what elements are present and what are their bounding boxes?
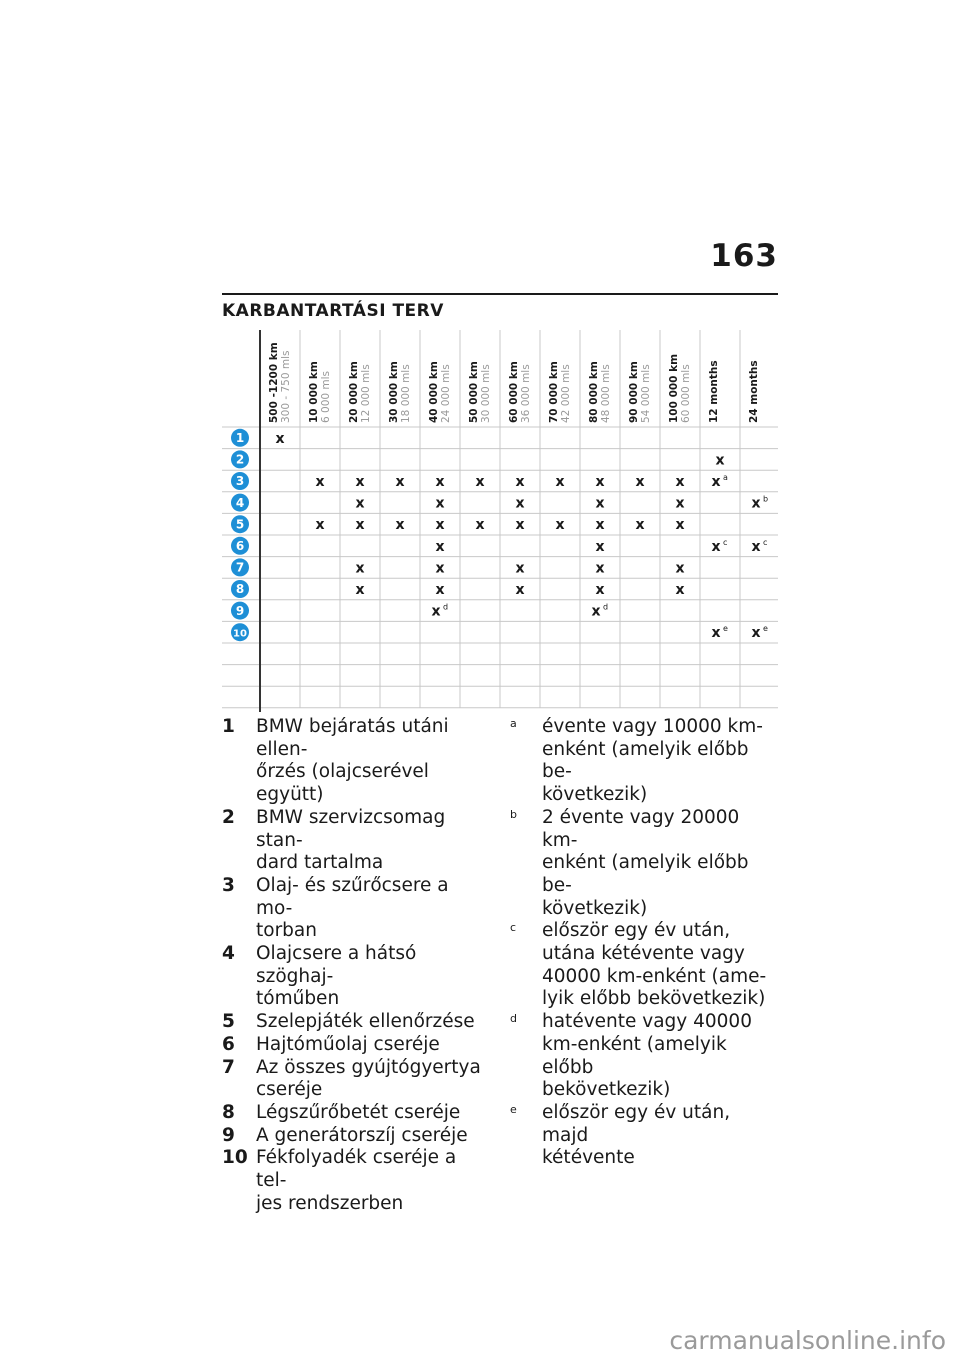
schedule-mark-x: x <box>435 560 445 577</box>
column-header-mls: 24 000 mls <box>440 364 452 423</box>
legend-item <box>222 1102 484 1125</box>
column-header-mls: 48 000 mls <box>600 364 612 423</box>
column-header-km: 12 months <box>708 360 720 423</box>
schedule-mark-x: x <box>595 474 605 490</box>
schedule-mark-x: x <box>315 474 325 490</box>
legend-item <box>222 1125 484 1148</box>
schedule-mark-x: x <box>711 474 721 490</box>
schedule-mark-x: x <box>315 517 325 534</box>
schedule-mark-x: x <box>355 517 365 534</box>
column-header-km: 100 000 km <box>668 353 680 423</box>
schedule-mark-x: x <box>751 538 761 555</box>
schedule-mark-x: x <box>355 560 365 577</box>
column-header-km: 10 000 km <box>308 361 320 423</box>
legend-number: 1 <box>222 716 235 737</box>
legend-number: 8 <box>222 1101 235 1123</box>
footnote-list <box>510 716 772 1170</box>
legend-text: Olajcsere a hátsó szöghaj- tóműben <box>256 943 417 1010</box>
schedule-mark-x: x <box>515 517 525 534</box>
column-header-km: 50 000 km <box>468 361 480 423</box>
row-badge-label: 8 <box>235 582 245 597</box>
schedule-mark-x: x <box>675 495 685 512</box>
page-number: 163 <box>710 238 778 274</box>
footnote-marker: e <box>723 624 728 634</box>
footnote-item <box>510 1011 772 1102</box>
legend-text: BMW szervizcsomag stan- dard tartalma <box>256 806 446 874</box>
section-title: KARBANTARTÁSI TERV <box>222 301 444 321</box>
row-badge-label: 3 <box>235 474 245 489</box>
schedule-mark-x: x <box>711 625 721 642</box>
legend-list <box>222 716 484 1215</box>
column-header-km: 500 -1200 km <box>268 342 280 423</box>
schedule-mark-x: x <box>395 517 405 534</box>
legend-number: 5 <box>222 1011 235 1033</box>
schedule-mark-x: x <box>711 538 721 555</box>
footnote-mark: a <box>510 717 517 730</box>
row-badge-label: 9 <box>235 603 245 618</box>
legend-number: 3 <box>222 874 235 896</box>
legend-item <box>222 1147 484 1215</box>
schedule-mark-x: x <box>395 474 405 490</box>
legend-number: 10 <box>222 1147 248 1169</box>
row-badge-label: 5 <box>235 517 245 532</box>
column-header-km: 80 000 km <box>588 361 600 423</box>
footnote-marker: c <box>723 537 728 547</box>
schedule-mark-x: x <box>355 474 365 490</box>
schedule-mark-x: x <box>435 517 445 534</box>
legend-number: 7 <box>222 1056 235 1078</box>
schedule-mark-x: x <box>475 517 485 534</box>
footnote-mark: b <box>510 807 517 821</box>
legend-item <box>222 1034 484 1057</box>
schedule-mark-x: x <box>555 474 565 490</box>
legend-text: BMW bejáratás utáni ellen- őrzés (olajcserével együtt) <box>256 716 449 806</box>
legend-item <box>222 1057 484 1102</box>
schedule-mark-x: x <box>675 560 685 577</box>
schedule-mark-x: x <box>751 495 761 512</box>
footnote-marker: d <box>443 602 449 612</box>
legend-item <box>222 1011 484 1034</box>
schedule-mark-x: x <box>555 517 565 534</box>
footnote-marker: b <box>763 494 769 504</box>
schedule-mark-x: x <box>715 452 725 469</box>
schedule-mark-x: x <box>595 560 605 577</box>
schedule-mark-x: x <box>355 495 365 512</box>
footnote-mark: c <box>510 921 517 935</box>
footnote-item <box>510 716 772 807</box>
schedule-mark-x: x <box>675 474 685 490</box>
footnote-mark: e <box>510 1102 517 1116</box>
schedule-mark-x: x <box>595 538 605 555</box>
schedule-mark-x: x <box>515 474 525 490</box>
footnote-marker: c <box>763 537 768 547</box>
schedule-mark-x: x <box>591 603 601 620</box>
schedule-mark-x: x <box>435 474 445 490</box>
footnote-text: hatévente vagy 40000 km-enként (amelyik előbb bekövetkezik) <box>542 1011 752 1101</box>
schedule-mark-x: x <box>515 560 525 577</box>
column-header-mls: 300 - 750 mls <box>280 350 292 423</box>
footnote-item <box>510 1102 772 1170</box>
legend-item <box>222 875 484 943</box>
schedule-mark-x: x <box>635 517 645 534</box>
column-header-km: 70 000 km <box>548 361 560 423</box>
row-badge-label: 2 <box>235 452 245 467</box>
column-header-mls: 54 000 mls <box>640 364 652 423</box>
row-badge-label: 10 <box>233 628 247 640</box>
schedule-mark-x: x <box>595 495 605 512</box>
column-header-km: 90 000 km <box>628 361 640 423</box>
schedule-mark-x: x <box>635 474 645 490</box>
legend-item <box>222 943 484 1011</box>
footnote-text: évente vagy 10000 km- enként (amelyik előbb be- következik) <box>542 716 763 806</box>
schedule-mark-x: x <box>675 582 685 598</box>
column-header-km: 30 000 km <box>388 361 400 423</box>
footnote-marker: a <box>723 473 728 482</box>
footnote-text: először egy év után, majd kétévente <box>542 1101 731 1169</box>
row-badge-label: 1 <box>235 431 245 445</box>
legend-text: Légszűrőbetét cseréje <box>256 1101 461 1123</box>
legend-item <box>222 807 484 875</box>
row-badge-label: 4 <box>235 495 245 510</box>
schedule-mark-x: x <box>595 582 605 598</box>
footnote-mark: d <box>510 1012 517 1026</box>
schedule-mark-x: x <box>355 582 365 598</box>
schedule-mark-x: x <box>751 625 761 642</box>
legend-text: A generátorszíj cseréje <box>256 1124 468 1146</box>
column-header-mls: 6 000 mls <box>320 370 332 423</box>
legend-text: Az összes gyújtógyertya cseréje <box>256 1056 481 1101</box>
column-header-km: 40 000 km <box>428 361 440 423</box>
row-badge-label: 7 <box>235 560 245 575</box>
column-header-mls: 42 000 mls <box>560 364 572 423</box>
legend-number: 4 <box>222 943 235 965</box>
legend-text: Fékfolyadék cseréje a tel- jes rendszerben <box>256 1147 457 1214</box>
footnote-marker: e <box>763 624 768 634</box>
legend-number: 6 <box>222 1033 235 1055</box>
schedule-mark-x: x <box>595 517 605 534</box>
footnote-marker: d <box>603 602 609 612</box>
legend-text: Szelepjáték ellenőrzése <box>256 1011 475 1033</box>
schedule-mark-x: x <box>435 582 445 598</box>
column-header-mls: 60 000 mls <box>680 364 692 423</box>
schedule-mark-x: x <box>675 517 685 534</box>
column-header-km: 20 000 km <box>348 361 360 423</box>
column-header-mls: 12 000 mls <box>360 364 372 423</box>
legend-item <box>222 716 484 807</box>
legend-number: 2 <box>222 806 235 828</box>
footnote-item <box>510 807 772 921</box>
row-badge-label: 6 <box>235 539 245 553</box>
schedule-mark-x: x <box>475 474 485 490</box>
legend-text: Olaj- és szűrőcsere a mo- torban <box>256 874 449 942</box>
column-header-mls: 36 000 mls <box>520 364 532 423</box>
footnote-text: először egy év után, utána kétévente vagy 40000 km-enként (ame- lyik előbb bekövetkezik) <box>542 920 767 1010</box>
column-header-km: 60 000 km <box>508 361 520 423</box>
column-header-mls: 18 000 mls <box>400 364 412 423</box>
schedule-mark-x: x <box>431 603 441 620</box>
column-header-km: 24 months <box>748 360 760 423</box>
legend-text: Hajtóműolaj cseréje <box>256 1033 440 1055</box>
column-header-mls: 30 000 mls <box>480 364 492 423</box>
footnote-text: 2 évente vagy 20000 km- enként (amelyik előbb be- következik) <box>542 806 749 919</box>
schedule-mark-x: x <box>435 495 445 512</box>
schedule-mark-x: x <box>275 430 285 447</box>
watermark: carmanualsonline.info <box>669 1326 946 1355</box>
schedule-mark-x: x <box>435 538 445 555</box>
schedule-mark-x: x <box>515 495 525 512</box>
footnote-item <box>510 920 772 1011</box>
schedule-mark-x: x <box>515 582 525 598</box>
legend-number: 9 <box>222 1124 235 1146</box>
